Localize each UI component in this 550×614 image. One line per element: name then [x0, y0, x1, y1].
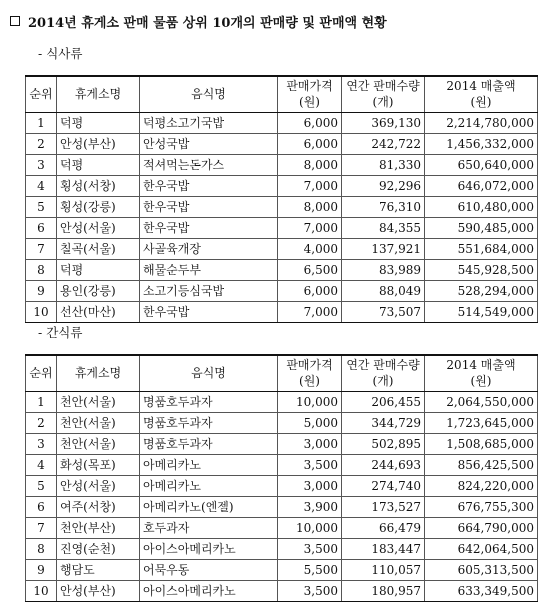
cell-food: 소고기등심국밥: [140, 280, 278, 301]
header-qty-line1: 연간 판매수량: [346, 358, 420, 373]
table-row: [26, 454, 538, 475]
cell-rank: 3: [26, 433, 57, 454]
cell-rank: 6: [26, 217, 57, 238]
cell-rank: 9: [26, 559, 57, 580]
table-row: [26, 133, 538, 154]
cell-price: 6,500: [278, 259, 342, 280]
cell-sales: 633,349,500: [425, 580, 538, 601]
table-row: [26, 517, 538, 538]
header-qty-line1: 연간 판매수량: [346, 79, 420, 94]
cell-station: 횡성(서창): [57, 175, 140, 196]
cell-station: 안성(부산): [57, 133, 140, 154]
cell-qty: 137,921: [342, 238, 425, 259]
cell-food: 안성국밥: [140, 133, 278, 154]
header-price-line2: (원): [299, 95, 320, 110]
cell-station: 횡성(강릉): [57, 196, 140, 217]
table-row: [26, 559, 538, 580]
cell-station: 행담도: [57, 559, 140, 580]
cell-food: 아이스아메리카노: [140, 580, 278, 601]
cell-rank: 1: [26, 112, 57, 133]
cell-station: 안성(부산): [57, 580, 140, 601]
table-row: [26, 391, 538, 412]
cell-station: 용인(강릉): [57, 280, 140, 301]
cell-station: 덕평: [57, 154, 140, 175]
cell-sales: 646,072,000: [425, 175, 538, 196]
header-sales: [425, 355, 538, 391]
cell-food: 한우국밥: [140, 217, 278, 238]
header-sales: [425, 76, 538, 112]
cell-qty: 206,455: [342, 391, 425, 412]
cell-food: 덕평소고기국밥: [140, 112, 278, 133]
cell-qty: 274,740: [342, 475, 425, 496]
header-rank: 순위: [26, 355, 57, 391]
section-label-snacks: - 간식류: [38, 325, 83, 340]
cell-rank: 9: [26, 280, 57, 301]
cell-station: 천안(서울): [57, 433, 140, 454]
cell-food: 어묵우동: [140, 559, 278, 580]
cell-food: 적셔먹는돈가스: [140, 154, 278, 175]
cell-rank: 4: [26, 454, 57, 475]
cell-station: 칠곡(서울): [57, 238, 140, 259]
cell-station: 덕평: [57, 259, 140, 280]
table-row: [26, 238, 538, 259]
cell-price: 8,000: [278, 154, 342, 175]
header-station: 휴게소명: [57, 76, 140, 112]
table-row: [26, 538, 538, 559]
header-price-line1: 판매가격: [286, 358, 333, 373]
table-row: [26, 154, 538, 175]
cell-food: 아메리카노(엔젤): [140, 496, 278, 517]
header-price-line2: (원): [299, 374, 320, 389]
cell-qty: 76,310: [342, 196, 425, 217]
table-row: [26, 496, 538, 517]
cell-food: 아메리카노: [140, 475, 278, 496]
cell-food: 명품호두과자: [140, 391, 278, 412]
cell-qty: 344,729: [342, 412, 425, 433]
cell-food: 명품호두과자: [140, 412, 278, 433]
cell-rank: 3: [26, 154, 57, 175]
cell-price: 3,000: [278, 475, 342, 496]
cell-qty: 92,296: [342, 175, 425, 196]
cell-station: 선산(마산): [57, 301, 140, 322]
table-row: [26, 196, 538, 217]
cell-rank: 1: [26, 391, 57, 412]
header-qty: [342, 355, 425, 391]
cell-food: 호두과자: [140, 517, 278, 538]
header-sales-line1: 2014 매출액: [446, 358, 516, 373]
cell-rank: 8: [26, 538, 57, 559]
cell-qty: 242,722: [342, 133, 425, 154]
cell-sales: 664,790,000: [425, 517, 538, 538]
cell-station: 안성(서울): [57, 217, 140, 238]
cell-station: 천안(서울): [57, 391, 140, 412]
cell-food: 한우국밥: [140, 196, 278, 217]
table-row: [26, 112, 538, 133]
cell-station: 천안(부산): [57, 517, 140, 538]
cell-sales: 545,928,500: [425, 259, 538, 280]
table-row: [26, 280, 538, 301]
cell-sales: 2,064,550,000: [425, 391, 538, 412]
cell-qty: 173,527: [342, 496, 425, 517]
header-sales-line2: (원): [470, 95, 492, 110]
section-label-meals: - 식사류: [38, 46, 83, 61]
cell-food: 아이스아메리카노: [140, 538, 278, 559]
table-row: [26, 580, 538, 601]
cell-qty: 110,057: [342, 559, 425, 580]
cell-station: 안성(서울): [57, 475, 140, 496]
cell-price: 5,500: [278, 559, 342, 580]
cell-rank: 2: [26, 133, 57, 154]
cell-station: 천안(서울): [57, 412, 140, 433]
cell-price: 4,000: [278, 238, 342, 259]
cell-food: 한우국밥: [140, 301, 278, 322]
cell-rank: 4: [26, 175, 57, 196]
cell-price: 3,000: [278, 433, 342, 454]
cell-price: 10,000: [278, 391, 342, 412]
header-food: 음식명: [140, 76, 278, 112]
table-row: [26, 217, 538, 238]
cell-price: 3,500: [278, 538, 342, 559]
cell-food: 사골육개장: [140, 238, 278, 259]
table-row: [26, 259, 538, 280]
header-price: [278, 76, 342, 112]
header-food: 음식명: [140, 355, 278, 391]
header-price-line1: 판매가격: [286, 79, 333, 94]
cell-rank: 10: [26, 301, 57, 322]
table-row: [26, 301, 538, 322]
cell-sales: 1,723,645,000: [425, 412, 538, 433]
cell-qty: 66,479: [342, 517, 425, 538]
cell-sales: 824,220,000: [425, 475, 538, 496]
table-header-row: [26, 355, 538, 391]
header-sales-line2: (원): [470, 374, 492, 389]
cell-price: 7,000: [278, 217, 342, 238]
cell-sales: 1,456,332,000: [425, 133, 538, 154]
table-row: [26, 175, 538, 196]
document-title: [10, 10, 387, 32]
cell-rank: 7: [26, 238, 57, 259]
cell-qty: 88,049: [342, 280, 425, 301]
cell-sales: 551,684,000: [425, 238, 538, 259]
cell-sales: 856,425,500: [425, 454, 538, 475]
cell-qty: 369,130: [342, 112, 425, 133]
meals-table: [25, 75, 538, 323]
cell-qty: 83,989: [342, 259, 425, 280]
cell-rank: 10: [26, 580, 57, 601]
cell-price: 6,000: [278, 112, 342, 133]
header-station: 휴게소명: [57, 355, 140, 391]
cell-station: 화성(목포): [57, 454, 140, 475]
cell-food: 해물순두부: [140, 259, 278, 280]
cell-sales: 605,313,500: [425, 559, 538, 580]
cell-price: 3,900: [278, 496, 342, 517]
header-rank: 순위: [26, 76, 57, 112]
document-title-text: 2014년 휴게소 판매 물품 상위 10개의 판매량 및 판매액 현황: [28, 15, 387, 31]
cell-sales: 650,640,000: [425, 154, 538, 175]
cell-price: 3,500: [278, 580, 342, 601]
cell-qty: 180,957: [342, 580, 425, 601]
cell-sales: 514,549,000: [425, 301, 538, 322]
cell-sales: 610,480,000: [425, 196, 538, 217]
cell-qty: 73,507: [342, 301, 425, 322]
cell-station: 덕평: [57, 112, 140, 133]
cell-sales: 528,294,000: [425, 280, 538, 301]
cell-sales: 1,508,685,000: [425, 433, 538, 454]
header-qty-line2: (개): [372, 95, 394, 110]
cell-rank: 5: [26, 196, 57, 217]
checkbox-icon: [10, 16, 20, 26]
header-qty: [342, 76, 425, 112]
cell-rank: 7: [26, 517, 57, 538]
cell-qty: 84,355: [342, 217, 425, 238]
cell-price: 6,000: [278, 280, 342, 301]
cell-price: 7,000: [278, 175, 342, 196]
table-row: [26, 412, 538, 433]
cell-qty: 502,895: [342, 433, 425, 454]
cell-price: 10,000: [278, 517, 342, 538]
cell-sales: 642,064,500: [425, 538, 538, 559]
cell-qty: 244,693: [342, 454, 425, 475]
cell-food: 한우국밥: [140, 175, 278, 196]
cell-sales: 590,485,000: [425, 217, 538, 238]
cell-station: 여주(서창): [57, 496, 140, 517]
cell-sales: 2,214,780,000: [425, 112, 538, 133]
cell-rank: 2: [26, 412, 57, 433]
cell-price: 6,000: [278, 133, 342, 154]
header-qty-line2: (개): [372, 374, 394, 389]
table-row: [26, 433, 538, 454]
cell-rank: 5: [26, 475, 57, 496]
cell-qty: 81,330: [342, 154, 425, 175]
table-row: [26, 475, 538, 496]
header-price: [278, 355, 342, 391]
table-header-row: [26, 76, 538, 112]
cell-station: 진영(순천): [57, 538, 140, 559]
cell-price: 7,000: [278, 301, 342, 322]
cell-qty: 183,447: [342, 538, 425, 559]
cell-food: 명품호두과자: [140, 433, 278, 454]
cell-rank: 8: [26, 259, 57, 280]
snacks-table: [25, 354, 538, 602]
cell-rank: 6: [26, 496, 57, 517]
cell-price: 3,500: [278, 454, 342, 475]
cell-food: 아메리카노: [140, 454, 278, 475]
cell-price: 5,000: [278, 412, 342, 433]
cell-sales: 676,755,300: [425, 496, 538, 517]
header-sales-line1: 2014 매출액: [446, 79, 516, 94]
cell-price: 8,000: [278, 196, 342, 217]
